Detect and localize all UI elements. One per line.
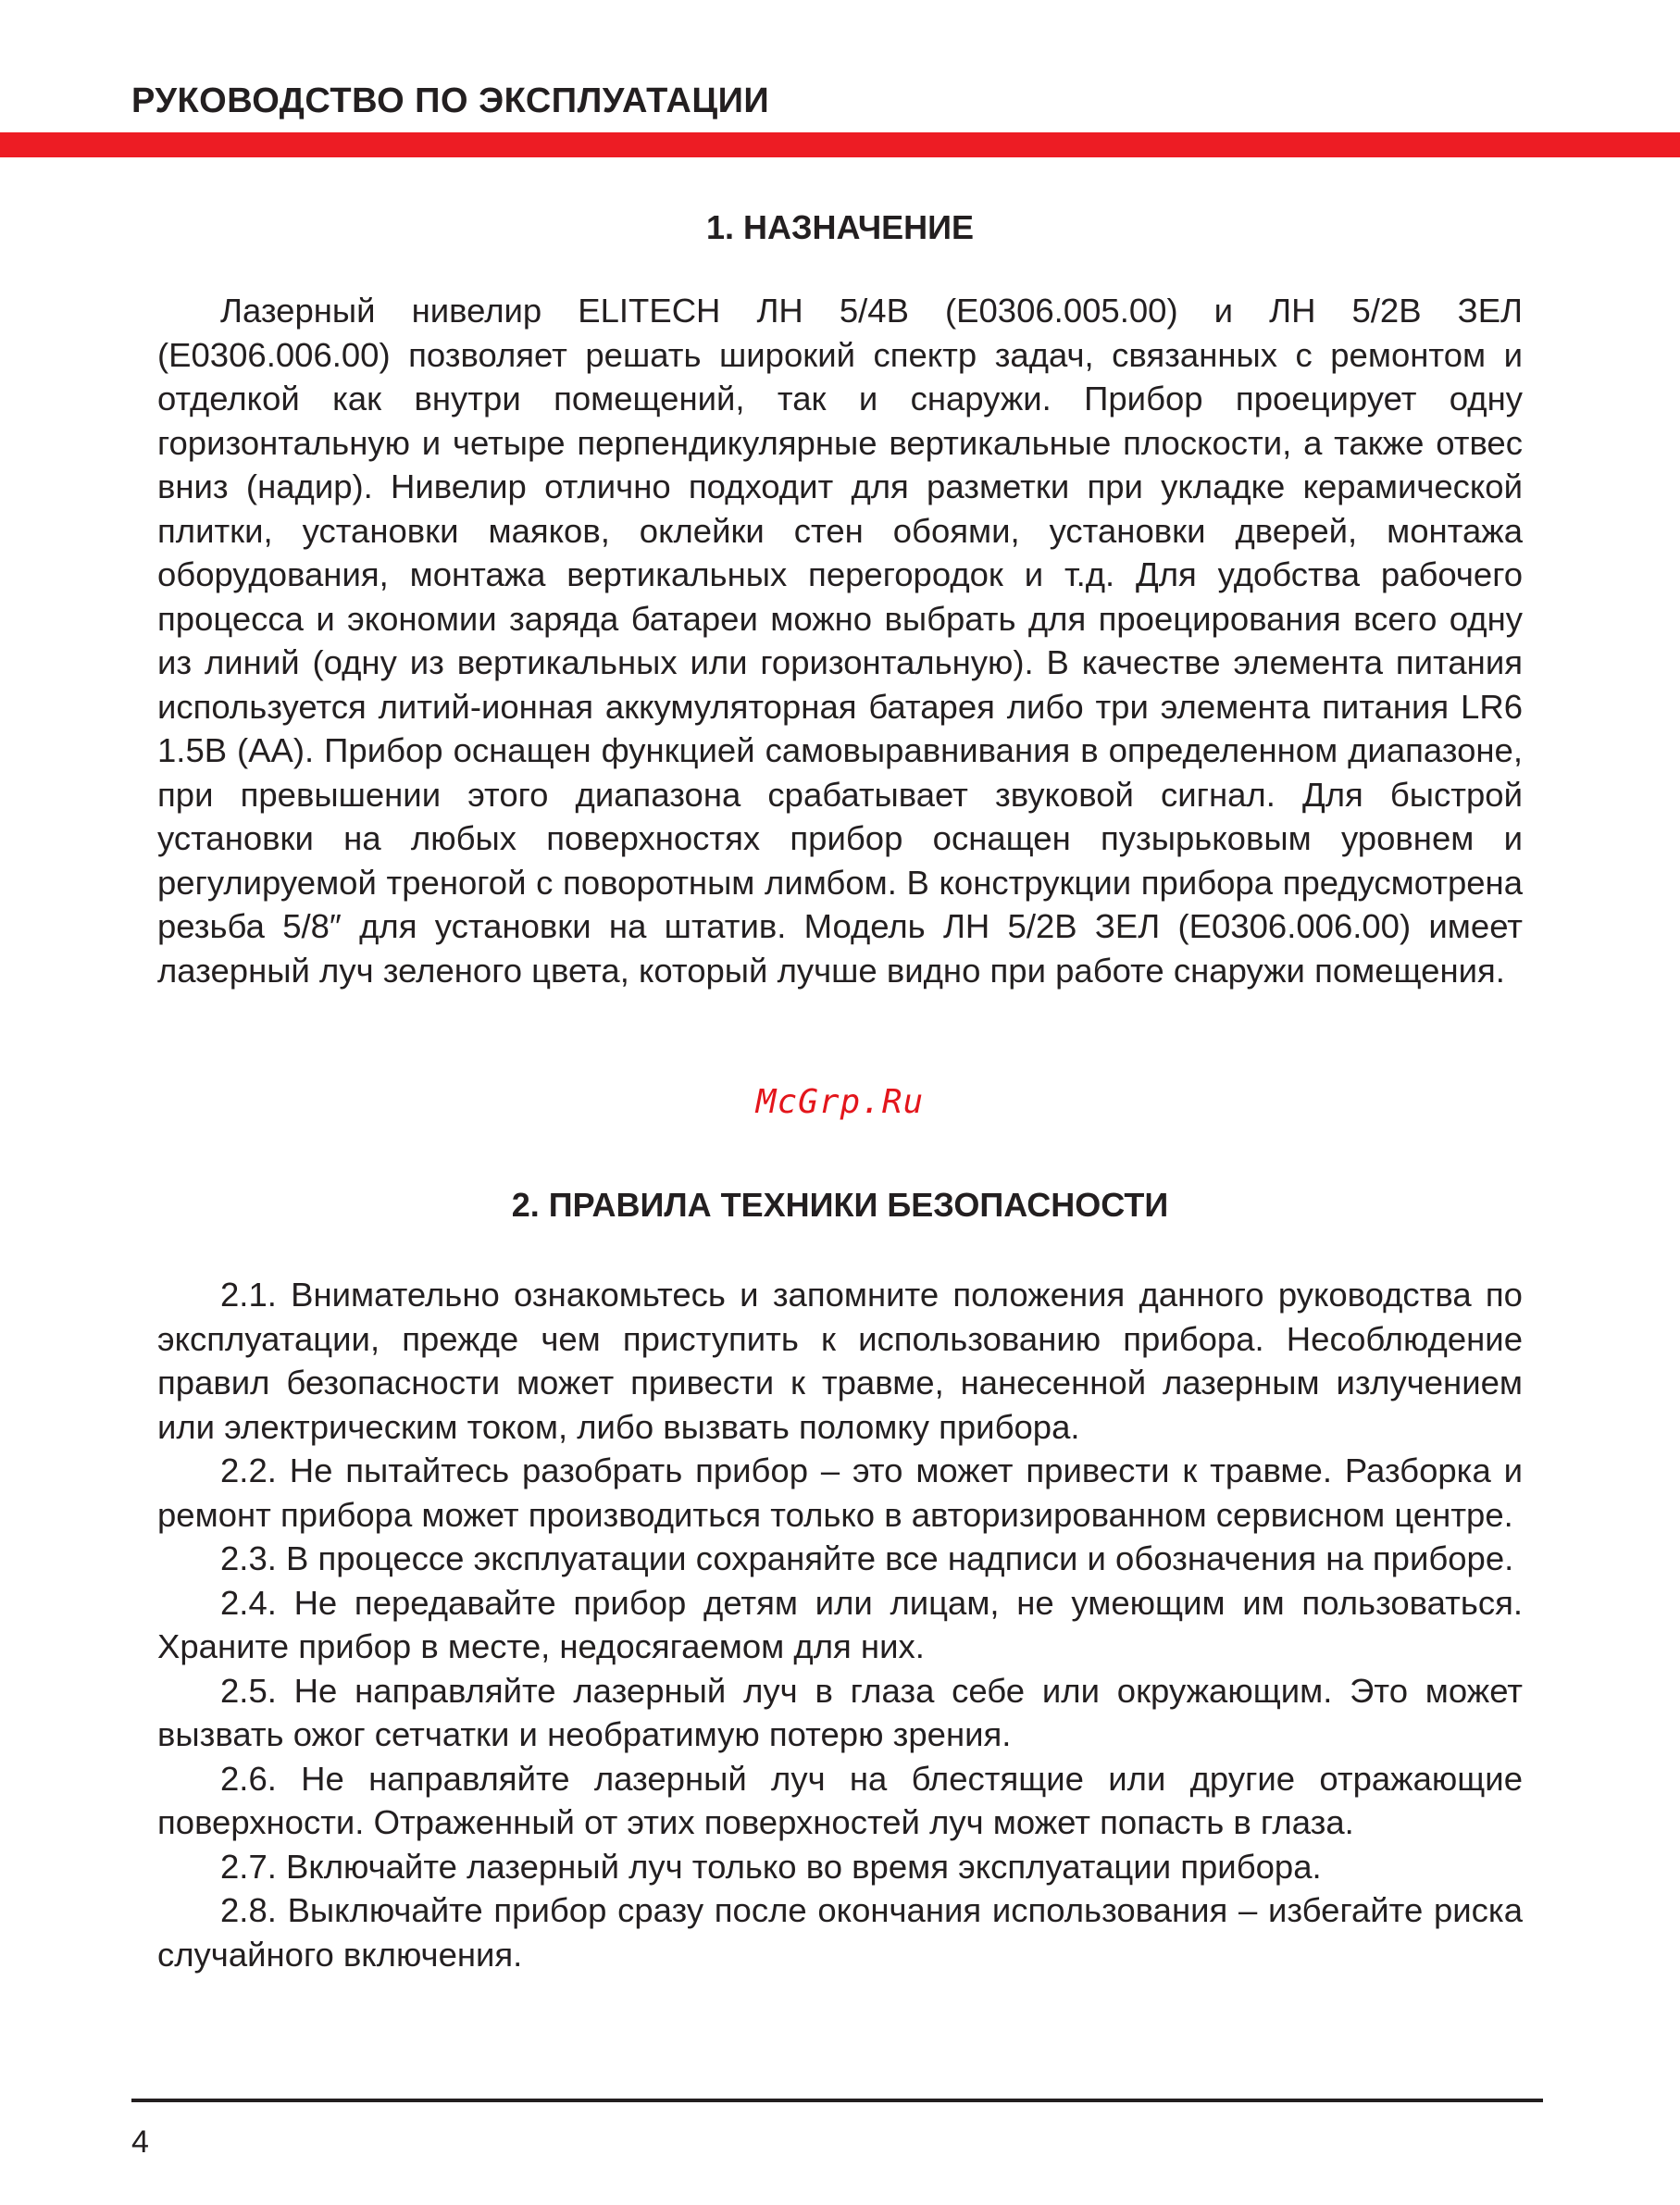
safety-rule-2-2: 2.2. Не пытайтесь разобрать прибор – это может привести к травме. Разборка и ремонт прибора может производиться только в авторизированном сервисном центре. — [157, 1451, 1523, 1534]
page-number: 4 — [131, 2124, 149, 2160]
section-2-heading: 2. ПРАВИЛА ТЕХНИКИ БЕЗОПАСНОСТИ — [511, 1186, 1169, 1224]
safety-rule-2-7: 2.7. Включайте лазерный луч только во время эксплуатации прибора. — [220, 1847, 1322, 1886]
safety-rule-2-1: 2.1. Внимательно ознакомьтесь и запомните положения данного руководства по эксплуатации, прежде чем приступить к использованию прибора. Несоблюдение правил безопасности может привести к травме, нанесенной лазерным излучением или электрическим током, либо вызвать поломку прибора. — [157, 1276, 1523, 1446]
footer-rule — [131, 2099, 1543, 2102]
safety-rule-2-6: 2.6. Не направляйте лазерный луч на блестящие или другие отражающие поверхности. Отраженный от этих поверхностей луч может попасть в глаза. — [157, 1759, 1523, 1841]
watermark-text: McGrp.Ru — [755, 1083, 925, 1121]
header-red-bar — [0, 132, 1680, 157]
safety-rule-2-4: 2.4. Не передавайте прибор детям или лицам, не умеющим им пользоваться. Храните прибор в месте, недосягаемом для них. — [157, 1583, 1523, 1665]
section-1-heading: 1. НАЗНАЧЕНИЕ — [705, 208, 975, 246]
safety-rule-2-8: 2.8. Выключайте прибор сразу после окончания использования – избегайте риска случайного включения. — [157, 1891, 1523, 1974]
section-2-body — [157, 1273, 1523, 1976]
safety-rule-2-5: 2.5. Не направляйте лазерный луч в глаза себе или окружающим. Это может вызвать ожог сетчатки и необратимую потерю зрения. — [157, 1671, 1523, 1753]
safety-rule-2-3: 2.3. В процессе эксплуатации сохраняйте все надписи и обозначения на приборе. — [220, 1539, 1514, 1577]
section-1-paragraph: Лазерный нивелир ELITECH ЛН 5/4В (Е0306.005.00) и ЛН 5/2В ЗЕЛ (Е0306.006.00) позволяет решать широкий спектр задач, связанных с ремонтом и отделкой как внутри помещений, так и снаружи. Прибор проецирует одну горизонтальную и четыре перпендикулярные вертикальные плоскости, а также отвес вниз (надир). Нивелир отлично подходит для разметки при укладке керамической плитки, установки маяков, оклейки стен обоями, установки дверей, монтажа оборудования, монтажа вертикальных перегородок и т.д. Для удобства рабочего процесса и экономии заряда батареи можно выбрать для проецирования всего одну из линий (одну из вертикальных или горизонтальную). В качестве элемента питания используется литий-ионная аккумуляторная батарея либо три элемента питания LR6 1.5В (АА). Прибор оснащен функцией самовыравнивания в определенном диапазоне, при превышении этого диапазона срабатывает звуковой сигнал. Для быстрой установки на любых поверхностях прибор оснащен пузырьковым уровнем и регулируемой треногой с поворотным лимбом. В конструкции прибора предусмотрена резьба 5/8″ для установки на штатив. Модель ЛН 5/2В ЗЕЛ (Е0306.006.00) имеет лазерный луч зеленого цвета, который лучше видно при работе снаружи помещения. — [157, 292, 1523, 990]
running-header-title: РУКОВОДСТВО ПО ЭКСПЛУАТАЦИИ — [131, 81, 770, 120]
section-1-body — [157, 289, 1523, 992]
